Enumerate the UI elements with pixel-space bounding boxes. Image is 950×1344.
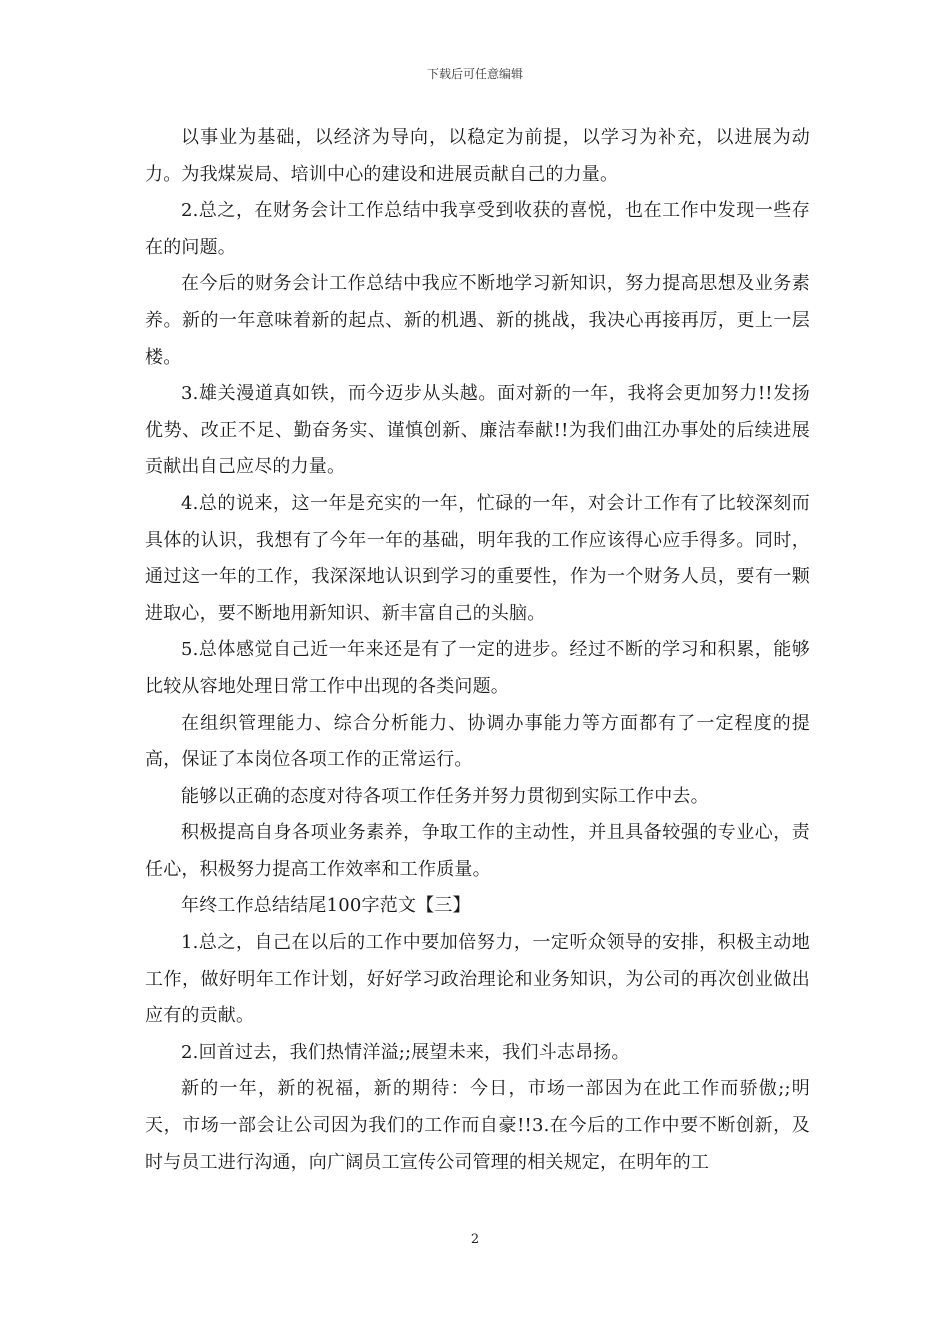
document-body — [145, 120, 810, 1181]
section-heading: 年终工作总结结尾100字范文【三】 — [181, 895, 471, 917]
paragraph-10: 1.总之，自己在以后的工作中要加倍努力，一定听众领导的安排，积极主动地工作，做好明年工作计划，好好学习政治理论和业务知识，为公司的再次创业做出应有的贡献。 — [145, 932, 810, 1027]
paragraph-1: 以事业为基础，以经济为导向，以稳定为前提，以学习为补充，以进展为动力。为我煤炭局、培训中心的建设和进展贡献自己的力量。 — [145, 127, 810, 185]
paragraph-3: 在今后的财务会计工作总结中我应不断地学习新知识，努力提高思想及业务素养。新的一年意味着新的起点、新的机遇、新的挑战，我决心再接再厉，更上一层楼。 — [145, 273, 810, 368]
paragraph-5: 4.总的说来，这一年是充实的一年，忙碌的一年，对会计工作有了比较深刻而具体的认识，我想有了今年一年的基础，明年我的工作应该得心应手得多。同时，通过这一年的工作，我深深地认识到学习的重要性，作为一个财务人员，要有一颗进取心，要不断地用新知识、新丰富自己的头脑。 — [145, 492, 810, 624]
paragraph-6: 5.总体感觉自己近一年来还是有了一定的进步。经过不断的学习和积累，能够比较从容地处理日常工作中出现的各类问题。 — [145, 639, 810, 697]
page-number: 2 — [470, 1232, 480, 1247]
paragraph-2: 2.总之，在财务会计工作总结中我享受到收获的喜悦，也在工作中发现一些存在的问题。 — [145, 200, 810, 258]
paragraph-4: 3.雄关漫道真如铁，而今迈步从头越。面对新的一年，我将会更加努力!!发扬优势、改正不足、勤奋务实、谨慎创新、廉洁奉献!!为我们曲江办事处的后续进展贡献出自己应尽的力量。 — [145, 383, 810, 478]
paragraph-12: 新的一年，新的祝福，新的期待：今日，市场一部因为在此工作而骄傲;;明天，市场一部会让公司因为我们的工作而自豪!!3.在今后的工作中要不断创新，及时与员工进行沟通，向广阔员工宣传公司管理的相关规定，在明年的工 — [145, 1078, 810, 1173]
paragraph-9: 积极提高自身各项业务素养，争取工作的主动性，并且具备较强的专业心，责任心，积极努力提高工作效率和工作质量。 — [145, 822, 810, 880]
paragraph-8: 能够以正确的态度对待各项工作任务并努力贯彻到实际工作中去。 — [181, 785, 709, 807]
page-header: 下载后可任意编辑 — [426, 67, 523, 81]
paragraph-11: 2.回首过去，我们热情洋溢;;展望未来，我们斗志昂扬。 — [181, 1041, 630, 1063]
paragraph-7: 在组织管理能力、综合分析能力、协调办事能力等方面都有了一定程度的提高，保证了本岗位各项工作的正常运行。 — [145, 712, 810, 771]
